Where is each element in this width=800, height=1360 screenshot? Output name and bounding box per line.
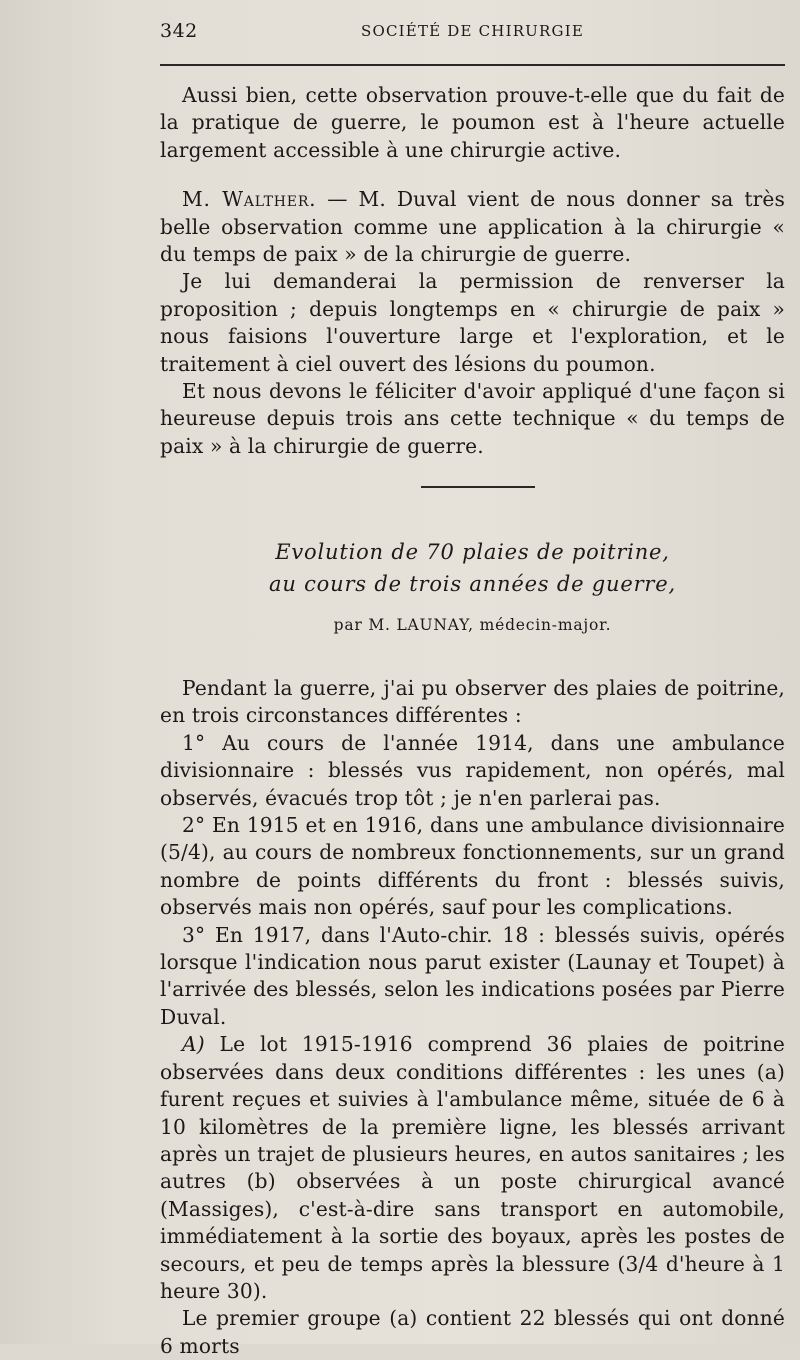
paragraph-text: Le lot 1915-1916 comprend 36 plaies de poitrine observées dans deux conditions différentes : les unes (a) furent reçues et suivies à l'ambulance même, située de 6 à 10 kilomètres de la première ligne, les blessés arrivant après un trajet de plusieurs heures, en autos sanitaires ; les autres (b) observées à un poste chirurgical avancé (Massiges), c'est-à-dire sans transport en automobile, immédiatement à la sortie des boyaux, après les postes de secours, et peu de temps après la blessure (3/4 d'heure à 1 heure 30). bbox=[160, 1032, 785, 1303]
paragraph: 2° En 1915 et en 1916, dans une ambulance divisionnaire (5/4), au cours de nombreux fonctionnements, sur un grand nombre de points différents du front : blessés suivis, observés mais non opérés, sauf pour les complications. bbox=[160, 813, 785, 920]
paragraph: 1° Au cours de l'année 1914, dans une ambulance divisionnaire : blessés vus rapidement, non opérés, mal observés, évacués trop tôt ; je n'en parlerai pas. bbox=[160, 730, 785, 810]
title-line-1: Evolution de 70 plaies de poitrine, bbox=[275, 540, 670, 564]
paragraph bbox=[160, 1031, 785, 1305]
section-letter: A) bbox=[182, 1032, 205, 1057]
paragraph: Et nous devons le féliciter d'avoir appliqué d'une façon si heureuse depuis trois ans cette technique « du temps de paix » à la chirurgie de guerre. bbox=[160, 379, 785, 458]
discussion-text bbox=[160, 82, 785, 460]
byline: par M. LAUNAY, médecin-major. bbox=[333, 616, 612, 634]
speaker-name: M. Walther. bbox=[182, 187, 317, 212]
article-text bbox=[160, 675, 785, 1360]
header-rule bbox=[160, 64, 785, 66]
paragraph: Pendant la guerre, j'ai pu observer des plaies de poitrine, en trois circonstances différentes : bbox=[160, 676, 785, 728]
speaker-text: — M. Duval vient de nous donner sa très belle observation comme une application à la chirurgie « du temps de paix » de la chirurgie de guerre. bbox=[160, 187, 785, 267]
paragraph: Aussi bien, cette observation prouve-t-elle que du fait de la pratique de guerre, le poumon est à l'heure actuelle largement accessible à une chirurgie active. bbox=[160, 83, 785, 162]
paragraph bbox=[160, 186, 785, 268]
paragraph: Le premier groupe (a) contient 22 blessés qui ont donné 6 morts bbox=[160, 1306, 785, 1358]
section-divider bbox=[421, 486, 535, 488]
paragraph: 3° En 1917, dans l'Auto-chir. 18 : blessés suivis, opérés lorsque l'indication nous parut exister (Launay et Toupet) à l'arrivée des blessés, selon les indications posées par Pierre Duval. bbox=[160, 922, 785, 1029]
paragraph: Je lui demanderai la permission de renverser la proposition ; depuis longtemps en « chirurgie de paix » nous faisions l'ouverture large et l'exploration, et le traitement à ciel ouvert des lésions du poumon. bbox=[160, 269, 785, 376]
title-line-2: au cours de trois années de guerre, bbox=[269, 572, 676, 596]
page-number: 342 bbox=[160, 20, 198, 42]
running-head: SOCIÉTÉ DE CHIRURGIE bbox=[361, 22, 584, 40]
article-title bbox=[160, 536, 785, 600]
page-header bbox=[160, 20, 785, 44]
